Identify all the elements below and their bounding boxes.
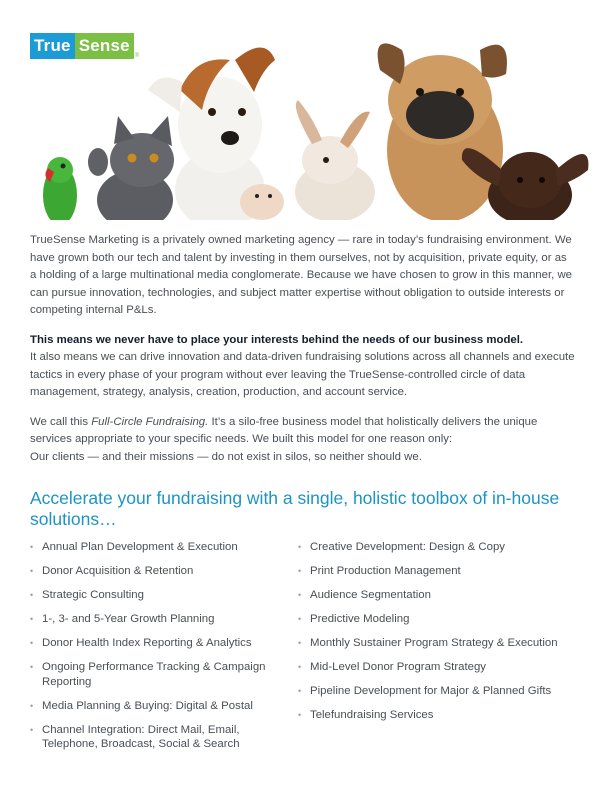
list-item: • Audience Segmentation — [298, 588, 588, 603]
list-item: • Creative Development: Design & Copy — [298, 540, 588, 555]
list-item: • Print Production Management — [298, 564, 588, 579]
list-item: • Strategic Consulting — [30, 588, 280, 603]
second-paragraph: It also means we can drive innovation and data-driven fundraising solutions across all channels and execute tactics in every phase of your program without ever leaving the TrueSense-controlled circle of data management, strategy, analysis, creation, production, and account service. — [30, 351, 575, 398]
third-paragraph-lead: We call this — [30, 415, 92, 428]
list-item: • Media Planning & Buying: Digital & Postal — [30, 699, 280, 714]
list-item: • Ongoing Performance Tracking & Campaign Reporting — [30, 660, 280, 689]
third-paragraph — [30, 414, 575, 449]
list-item: • Annual Plan Development & Execution — [30, 540, 280, 555]
list-item: • Channel Integration: Direct Mail, Email, Telephone, Broadcast, Social & Search — [30, 723, 280, 752]
list-item: • Donor Health Index Reporting & Analytics — [30, 636, 280, 651]
bunny-illustration — [295, 100, 375, 220]
cat-illustration — [88, 116, 174, 220]
list-item: • Pipeline Development for Major & Planned Gifts — [298, 684, 588, 699]
list-item: • Monthly Sustainer Program Strategy & Execution — [298, 636, 588, 651]
list-item: • Predictive Modeling — [298, 612, 588, 627]
list-item: • Mid-Level Donor Program Strategy — [298, 660, 588, 675]
logo-true-text: True — [30, 33, 75, 59]
bulldog-illustration — [378, 43, 507, 220]
logo-registered-mark: ® — [134, 53, 140, 59]
services-list-left — [30, 540, 280, 761]
list-item: • Donor Acquisition & Retention — [30, 564, 280, 579]
emphasis-statement: This means we never have to place your interests behind the needs of our business model. — [30, 333, 524, 346]
list-item: • 1-, 3- and 5-Year Growth Planning — [30, 612, 280, 627]
third-paragraph-body: It’s a silo-free business model that holistically delivers the unique services appropriate to your specific needs. We built this model for one reason only: — [30, 415, 538, 445]
hamster-illustration — [240, 184, 284, 220]
toolbox-heading: Accelerate your fundraising with a single, holistic toolbox of in-house solutions… — [30, 488, 560, 529]
intro-paragraph: TrueSense Marketing is a privately owned marketing agency — rare in today’s fundraising environment. We have grown both our tech and talent by investing in them ourselves, not by acquisition, private equity, or as a holding of a large multinational media conglomerate. Because we have chosen to grow in this manner, we can pursue innovation, technologies, and subject matter expertise without obligation to outside interests or competing internal P&Ls. — [30, 234, 573, 316]
intro-content — [30, 232, 575, 466]
closing-line: Our clients — and their missions — do not exist in silos, so neither should we. — [30, 450, 422, 463]
parrot-illustration — [43, 157, 77, 220]
list-item: • Telefundraising Services — [298, 708, 588, 723]
logo-sense-text: Sense — [75, 33, 134, 59]
services-list-right — [298, 540, 588, 732]
truesense-logo — [30, 33, 139, 59]
full-circle-term: Full-Circle Fundraising. — [91, 415, 209, 428]
